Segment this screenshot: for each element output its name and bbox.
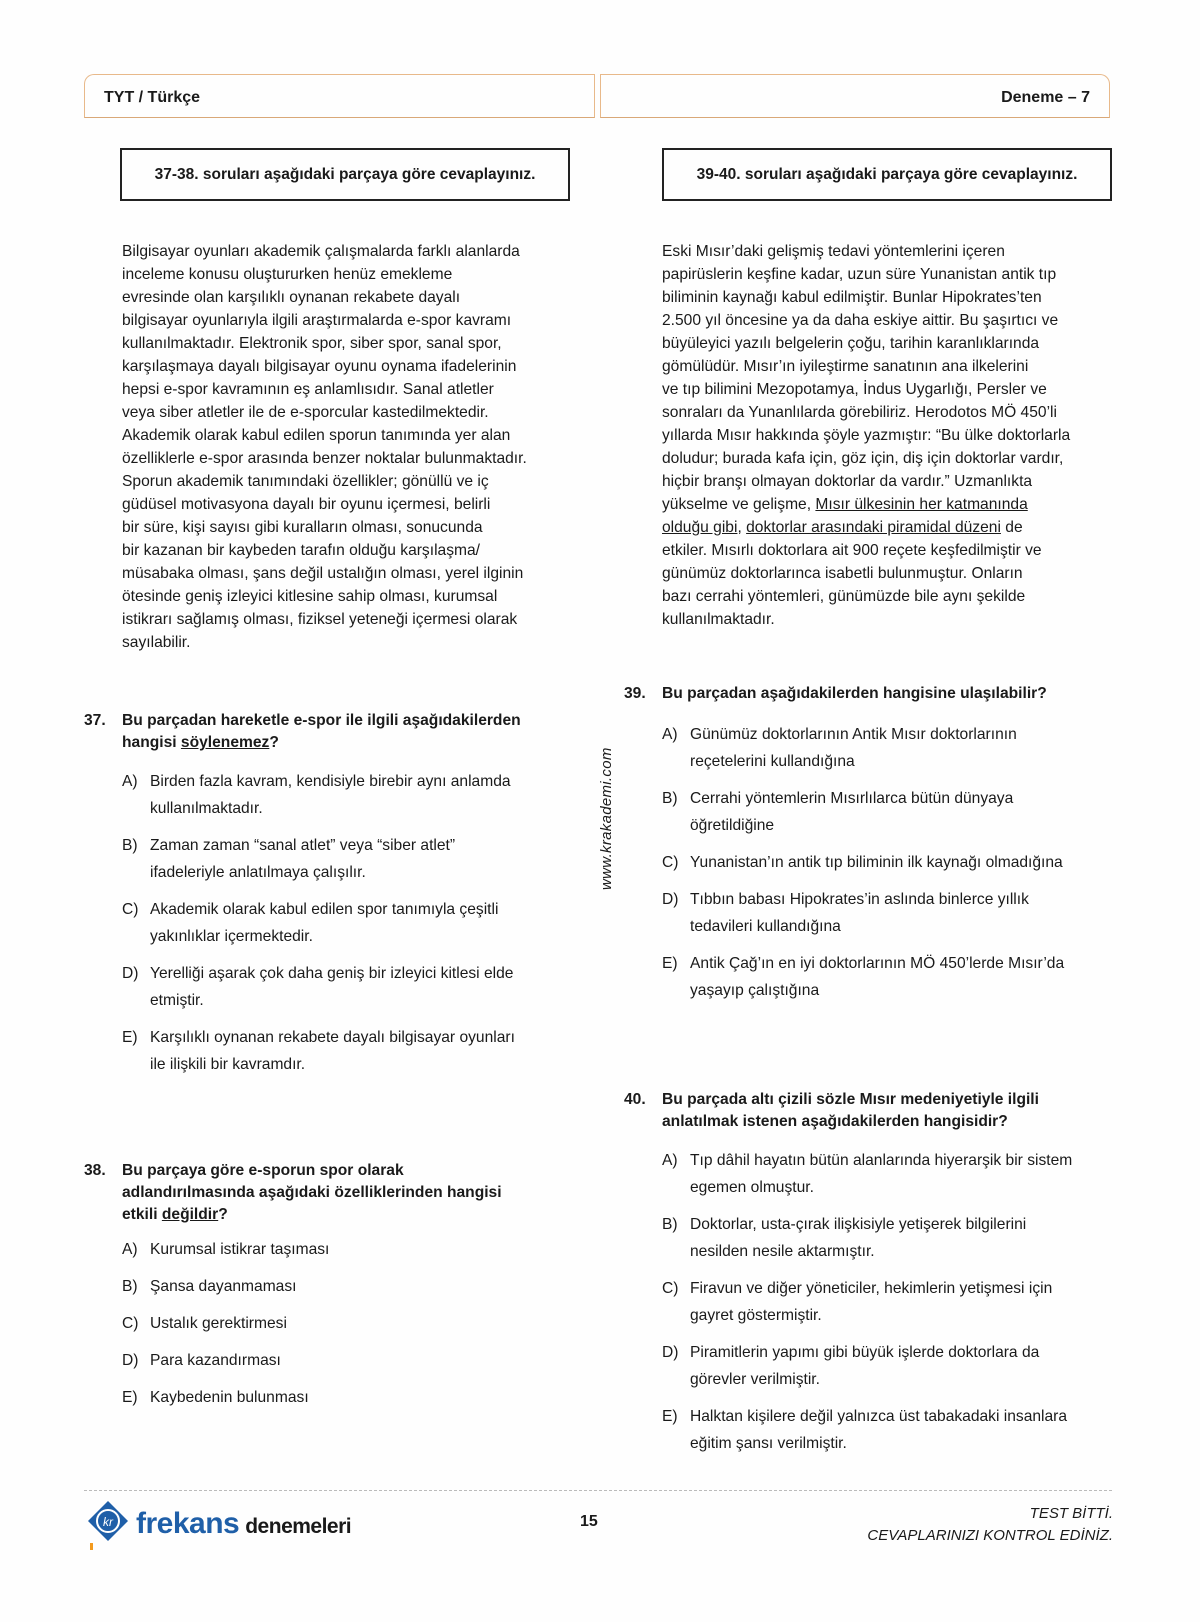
passage-line: papirüslerin keşfine kadar, uzun süre Yunanistan antik tıp: [662, 266, 1057, 283]
option-b[interactable]: [122, 832, 584, 886]
option-text: [150, 768, 511, 822]
passage-line: özelliklerle e-spor arasında benzer noktalar bulunmaktadır.: [122, 450, 527, 467]
underlined-phrase: doktorlar arasındaki piramidal düzeni: [746, 519, 1001, 536]
passage-line: büyüleyici yazılı belgelerin çoğu, tarihin karanlıklarında: [662, 335, 1040, 352]
option-e[interactable]: [662, 1403, 1124, 1457]
option-text: Ustalık gerektirmesi: [150, 1315, 287, 1332]
option-letter: D): [662, 891, 679, 908]
question-40: [624, 1089, 1124, 1457]
passage-text: ,: [737, 519, 747, 536]
publisher-logo: [86, 1497, 386, 1557]
option-line: Akademik olarak kabul edilen spor tanımıyla çeşitli: [150, 901, 499, 918]
kr-logo-icon: [86, 1499, 130, 1551]
option-line: Doktorlar, usta-çırak ilişkisiyle yetişerek bilgilerini: [690, 1216, 1027, 1233]
option-line: Zaman zaman “sanal atlet” veya “siber atlet”: [150, 837, 456, 854]
question-text: [662, 1089, 1039, 1133]
options-list: [122, 768, 584, 1078]
question-text-part: etkili: [122, 1206, 162, 1223]
passage-line: yıllarda Mısır hakkında şöyle yazmıştır: “Bu ülke doktorlarla: [662, 427, 1071, 444]
directions-box-left: 37-38. soruları aşağıdaki parçaya göre cevaplayınız.: [120, 148, 570, 201]
option-a[interactable]: [662, 1147, 1124, 1201]
passage-left: [122, 240, 587, 654]
question-text: [122, 710, 521, 754]
side-url-watermark: www.krakademi.com: [598, 747, 615, 890]
options-list: [662, 1147, 1124, 1457]
option-line: öğretildiğine: [690, 817, 775, 834]
option-d[interactable]: [662, 886, 1124, 940]
question-38: [84, 1160, 584, 1411]
option-b[interactable]: [662, 1211, 1124, 1265]
passage-line: günümüz doktorlarınca isabetli bulunmuştur. Onların: [662, 565, 1023, 582]
passage-line: etkiler. Mısırlı doktorlara ait 900 reçete keşfedilmiştir ve: [662, 542, 1042, 559]
option-letter: A): [122, 773, 138, 790]
passage-line: Akademik olarak kabul edilen sporun tanımında yer alan: [122, 427, 511, 444]
option-letter: A): [662, 726, 678, 743]
passage-line: müsabaka olması, şans değil ustalığın olması, yerel ilginin: [122, 565, 524, 582]
question-number: 40.: [624, 1091, 646, 1108]
option-line: tedavileri kullandığına: [690, 918, 841, 935]
passage-line: doludur; burada kafa için, göz için, diş için doktorlar vardır,: [662, 450, 1064, 467]
option-e[interactable]: [122, 1024, 584, 1078]
passage-line: Sporun akademik tanımındaki özellikler; gönüllü ve iç: [122, 473, 489, 490]
option-text: [690, 1339, 1039, 1393]
option-text: [690, 1403, 1067, 1457]
question-text-part: ?: [218, 1206, 228, 1223]
passage-line: ötesinde geniş izleyici kitlesine sahip olması, kurumsal: [122, 588, 498, 605]
option-text: [150, 1024, 515, 1078]
option-text: [150, 960, 513, 1014]
option-text: Para kazandırması: [150, 1352, 281, 1369]
passage-line: sayılabilir.: [122, 634, 191, 651]
option-letter: D): [122, 1352, 139, 1369]
passage-line: bilgisayar oyunlarıyla ilgili araştırmalarda e-spor kavramı: [122, 312, 512, 329]
option-c[interactable]: [662, 849, 1124, 876]
question-text-part: ?: [269, 734, 279, 751]
option-a[interactable]: [122, 1236, 584, 1263]
option-line: Antik Çağ’ın en iyi doktorlarının MÖ 450’lerde Mısır’da: [690, 955, 1065, 972]
option-line: egemen olmuştur.: [690, 1179, 814, 1196]
option-letter: E): [662, 1408, 678, 1425]
option-line: ile ilişkili bir kavramdır.: [150, 1056, 306, 1073]
logo-mark-text: kr: [103, 1515, 113, 1529]
passage-line: veya siber atletler ile de e-sporcular kastedilmektedir.: [122, 404, 489, 421]
option-line: Yerelliği aşarak çok daha geniş bir izleyici kitlesi elde: [150, 965, 514, 982]
option-line: yaşayıp çalıştığına: [690, 982, 820, 999]
header-test-name: Deneme – 7: [1001, 89, 1090, 106]
question-text-line: Bu parçaya göre e-sporun spor olarak: [122, 1162, 404, 1179]
question-39: [624, 683, 1124, 1004]
option-line: gayret göstermiştir.: [690, 1307, 822, 1324]
option-e[interactable]: [122, 1384, 584, 1411]
option-line: Günümüz doktorlarının Antik Mısır doktorlarının: [690, 726, 1017, 743]
passage-line: bir süre, kişi sayısı gibi kuralların olması, sonucunda: [122, 519, 483, 536]
option-a[interactable]: [662, 721, 1124, 775]
option-text: [690, 849, 1063, 876]
passage-line: biliminin kaynağı kabul edilmiştir. Bunlar Hipokrates’ten: [662, 289, 1042, 306]
passage-line: [662, 516, 1112, 539]
passage-line: karşılaşmaya dayalı bilgisayar oyunu oynama ifadelerinin: [122, 358, 517, 375]
option-b[interactable]: [122, 1273, 584, 1300]
option-e[interactable]: [662, 950, 1124, 1004]
test-end-line: CEVAPLARINIZI KONTROL EDİNİZ.: [867, 1527, 1113, 1544]
footer-divider: [84, 1490, 1112, 1491]
question-text-line: Bu parçada altı çizili sözle Mısır medeniyetiyle ilgili: [662, 1091, 1039, 1108]
question-text: [122, 1160, 502, 1226]
option-line: Birden fazla kavram, kendisiyle birebir aynı anlamda: [150, 773, 511, 790]
option-text: [690, 950, 1064, 1004]
question-text-line: [122, 1204, 502, 1226]
option-text: [690, 886, 1029, 940]
question-stem: [624, 1089, 1124, 1133]
test-end-line: TEST BİTTİ.: [1029, 1505, 1113, 1522]
option-line: Yunanistan’ın antik tıp biliminin ilk kaynağı olmadığına: [690, 854, 1063, 871]
option-line: görevler verilmiştir.: [690, 1371, 820, 1388]
question-stem: [84, 710, 584, 754]
option-letter: B): [122, 1278, 138, 1295]
option-a[interactable]: [122, 768, 584, 822]
option-line: Tıbbın babası Hipokrates’in aslında binlerce yıllık: [690, 891, 1029, 908]
option-line: yakınlıklar içermektedir.: [150, 928, 313, 945]
option-text: Şansa dayanmaması: [150, 1278, 297, 1295]
question-text-line: Bu parçadan aşağıdakilerden hangisine ulaşılabilir?: [662, 685, 1047, 702]
passage-right: [662, 240, 1112, 631]
question-number: 38.: [84, 1162, 106, 1179]
passage-line: bazı cerrahi yöntemleri, günümüzde bile aynı şekilde: [662, 588, 1026, 605]
option-letter: C): [122, 1315, 139, 1332]
passage-line: hepsi e-spor kavramının eş anlamlısıdır. Sanal atletler: [122, 381, 494, 398]
underlined-phrase: Mısır ülkesinin her katmanında: [815, 496, 1028, 513]
options-list: [662, 721, 1124, 1004]
option-letter: D): [662, 1344, 679, 1361]
option-line: Cerrahi yöntemlerin Mısırlılarca bütün dünyaya: [690, 790, 1014, 807]
test-end-note: [867, 1503, 1113, 1547]
header-subject: TYT / Türkçe: [104, 89, 201, 106]
option-text: [690, 785, 1013, 839]
option-line: Karşılıklı oynanan rekabete dayalı bilgisayar oyunları: [150, 1029, 515, 1046]
option-letter: C): [662, 854, 679, 871]
option-c[interactable]: [662, 1275, 1124, 1329]
passage-line: istikrarı sağlamış olması, fiziksel yeteneği içermesi olarak: [122, 611, 518, 628]
negation-underlined: söylenemez: [180, 734, 270, 751]
passage-line: inceleme konusu oluştururken henüz emekleme: [122, 266, 453, 283]
passage-line: ve tıp bilimini Mezopotamya, İndus Uygarlığı, Persler ve: [662, 381, 1047, 398]
option-line: kullanılmaktadır.: [150, 800, 263, 817]
option-letter: B): [662, 1216, 678, 1233]
option-line: ifadeleriyle anlatılmaya çalışılır.: [150, 864, 366, 881]
option-line: Piramitlerin yapımı gibi büyük işlerde doktorlara da: [690, 1344, 1040, 1361]
option-line: nesilden nesile aktarmıştır.: [690, 1243, 875, 1260]
option-letter: C): [662, 1280, 679, 1297]
question-text-part: hangisi: [122, 734, 181, 751]
option-line: eğitim şansı verilmiştir.: [690, 1435, 847, 1452]
passage-text: yükselme ve gelişme,: [662, 496, 816, 513]
option-letter: D): [122, 965, 139, 982]
options-list: [122, 1236, 584, 1411]
option-text: [690, 1147, 1072, 1201]
logo-subtitle: denemeleri: [245, 1515, 352, 1538]
option-letter: E): [122, 1029, 138, 1046]
option-d[interactable]: [122, 1347, 584, 1374]
question-text-line: Bu parçadan hareketle e-spor ile ilgili aşağıdakilerden: [122, 712, 521, 729]
option-text: [150, 896, 498, 950]
option-letter: B): [122, 837, 138, 854]
option-line: Firavun ve diğer yöneticiler, hekimlerin yetişmesi için: [690, 1280, 1053, 1297]
option-letter: A): [122, 1241, 138, 1258]
option-line: reçetelerini kullandığına: [690, 753, 855, 770]
question-number: 39.: [624, 685, 646, 702]
option-text: [690, 721, 1017, 775]
option-c[interactable]: [122, 1310, 584, 1337]
question-stem: [84, 1160, 584, 1226]
negation-underlined: değildir: [161, 1206, 219, 1223]
logo-brand: frekans: [136, 1507, 240, 1540]
option-text: [690, 1211, 1026, 1265]
passage-line: evresinde olan karşılıklı oynanan rekabete dayalı: [122, 289, 461, 306]
question-number: 37.: [84, 712, 106, 729]
option-letter: B): [662, 790, 678, 807]
option-b[interactable]: [662, 785, 1124, 839]
underlined-phrase: olduğu gibi: [662, 519, 738, 536]
passage-line: 2.500 yıl öncesine ya da daha eskiye aittir. Bu şaşırtıcı ve: [662, 312, 1059, 329]
passage-line: güdüsel motivasyona dayalı bir oyunu içermesi, belirli: [122, 496, 491, 513]
option-letter: C): [122, 901, 139, 918]
question-stem: [624, 683, 1124, 705]
option-letter: E): [662, 955, 678, 972]
page-number: 15: [580, 1513, 598, 1530]
passage-line: bir kazanan bir kaybeden tarafın olduğu karşılaşma/: [122, 542, 480, 559]
option-c[interactable]: [122, 896, 584, 950]
option-text: [690, 1275, 1052, 1329]
option-letter: E): [122, 1389, 138, 1406]
passage-line: gömülüdür. Mısır’ın iyileştirme sanatının ana ilkelerini: [662, 358, 1029, 375]
option-letter: A): [662, 1152, 678, 1169]
directions-box-right: 39-40. soruları aşağıdaki parçaya göre cevaplayınız.: [662, 148, 1112, 201]
question-text-line: anlatılmak istenen aşağıdakilerden hangisidir?: [662, 1113, 1008, 1130]
passage-text: de: [1000, 519, 1023, 536]
question-text-line: adlandırılmasında aşağıdaki özelliklerinden hangisi: [122, 1184, 502, 1201]
option-d[interactable]: [662, 1339, 1124, 1393]
question-text-line: [122, 732, 521, 754]
passage-line: Eski Mısır’daki gelişmiş tedavi yöntemlerini içeren: [662, 243, 1005, 260]
option-text: [150, 832, 455, 886]
passage-line: kullanılmaktadır. Elektronik spor, siber spor, sanal spor,: [122, 335, 502, 352]
option-text: Kurumsal istikrar taşıması: [150, 1241, 330, 1258]
option-text: Kaybedenin bulunması: [150, 1389, 309, 1406]
question-37: [84, 710, 584, 1078]
option-line: Tıp dâhil hayatın bütün alanlarında hiyerarşik bir sistem: [690, 1152, 1073, 1169]
passage-line: hiçbir branşı olmayan doktorlar da vardır.” Uzmanlıkta: [662, 473, 1033, 490]
logo-text: [136, 1507, 351, 1541]
option-line: etmiştir.: [150, 992, 204, 1009]
passage-line: sonraları da Yunanlılarda görebiliriz. Herodotos MÖ 450’li: [662, 404, 1057, 421]
question-text: [662, 683, 1047, 705]
option-d[interactable]: [122, 960, 584, 1014]
passage-line: kullanılmaktadır.: [662, 611, 775, 628]
passage-line: [662, 493, 1112, 516]
passage-line: Bilgisayar oyunları akademik çalışmalarda farklı alanlarda: [122, 243, 520, 260]
option-line: Halktan kişilere değil yalnızca üst tabakadaki insanlara: [690, 1408, 1068, 1425]
